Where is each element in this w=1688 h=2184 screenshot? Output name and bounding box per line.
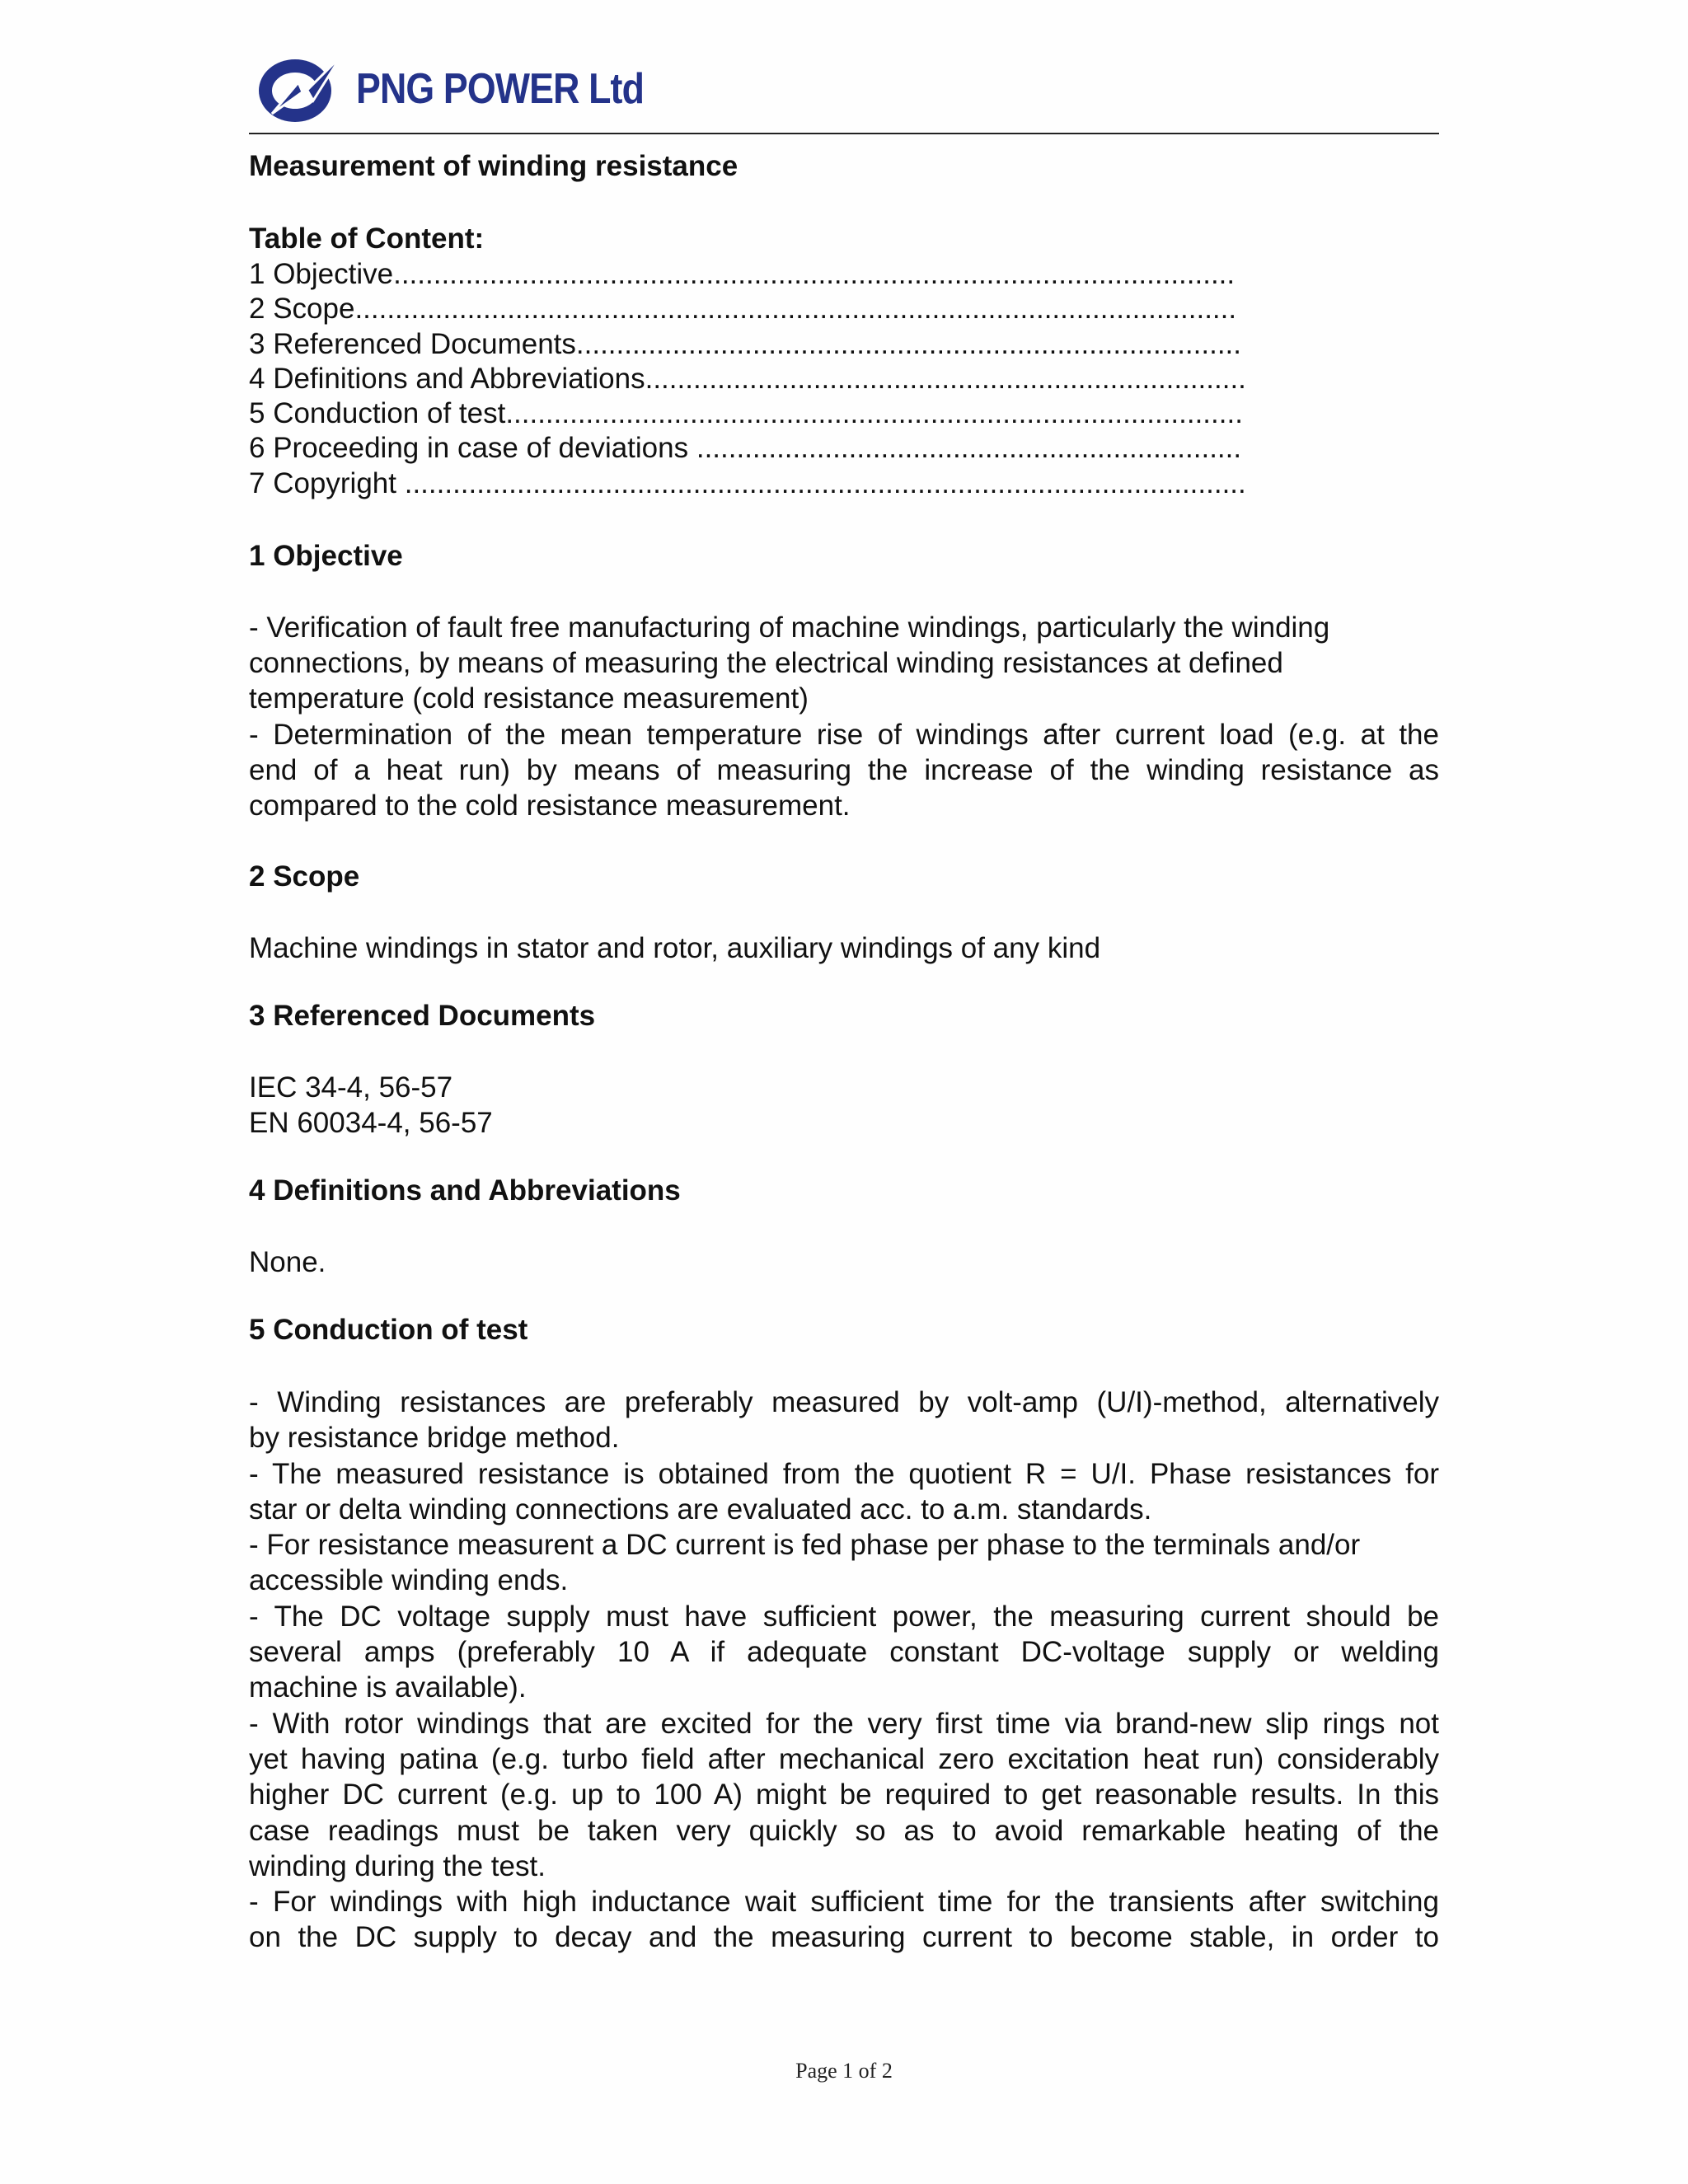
- section-body-scope: Machine windings in stator and rotor, auxiliary windings of any kind: [249, 932, 1101, 964]
- section-heading-conduction: 5 Conduction of test: [249, 1314, 528, 1346]
- reference-item: IEC 34-4, 56-57: [249, 1071, 453, 1104]
- table-of-contents: [249, 257, 1304, 501]
- reference-item: EN 60034-4, 56-57: [249, 1107, 493, 1140]
- toc-entry[interactable]: 6 Proceeding in case of deviations ....................................................................: [249, 432, 1242, 465]
- toc-entry[interactable]: 7 Copyright .........................................................................................................: [249, 466, 1246, 499]
- header-divider: [249, 133, 1439, 134]
- toc-entry[interactable]: 5 Conduction of test............................................................................................: [249, 397, 1243, 430]
- section-body-objective: - Verification of fault free manufacturing of machine windings, particularly the winding connections, by means of measuring the electrical winding resistances at defined temperature (cold resistance measurement) - Determination of the mean temperature rise of windings after current load (e.g. at the end of a heat run) by means of measuring the increase of the winding resistance as compared to the cold resistance measurement.: [249, 612, 1439, 823]
- section-body-definitions: None.: [249, 1246, 326, 1278]
- toc-entry[interactable]: 2 Scope..............................................................................................................: [249, 293, 1237, 326]
- company-name: PNG POWER Ltd: [356, 65, 645, 113]
- power-logo-icon: [256, 49, 354, 132]
- section-body-referenced: [249, 1070, 1439, 1141]
- toc-entry[interactable]: 1 Objective.........................................................................................................: [249, 258, 1236, 290]
- company-logo: [256, 49, 645, 136]
- toc-entry[interactable]: 3 Referenced Documents...................................................................................: [249, 327, 1241, 360]
- section-heading-definitions: 4 Definitions and Abbreviations: [249, 1174, 681, 1207]
- section-heading-objective: 1 Objective: [249, 540, 403, 572]
- section-heading-referenced: 3 Referenced Documents: [249, 1000, 596, 1032]
- page-number: Page 1 of 2: [795, 2059, 893, 2083]
- section-body-conduction: - Winding resistances are preferably measured by volt-amp (U/I)-method, alternatively by resistance bridge method. - The measured resistance is obtained from the quotient R = U/I. Phase resistances for star or delta winding connections are evaluated acc. to a.m. standards. - For resistance measurent a DC current is fed phase per phase to the terminals and/or accessible winding ends. - The DC voltage supply must have sufficient power, the measuring current should be several amps (preferably 10 A if adequate constant DC-voltage supply or welding machine is available). - With rotor windings that are excited for the very first time via brand-new slip rings not yet having patina (e.g. turbo field after mechanical zero excitation heat run) considerably higher DC current (e.g. up to 100 A) might be required to get reasonable results. In this case readings must be taken very quickly so as to avoid remarkable heating of the winding during the test. - For windings with high inductance wait sufficient time for the transients after switching on the DC supply to decay and the measuring current to become stable, in order to: [249, 1386, 1439, 1954]
- document-title: Measurement of winding resistance: [249, 150, 738, 182]
- section-heading-scope: 2 Scope: [249, 860, 360, 893]
- toc-heading: Table of Content:: [249, 223, 485, 255]
- toc-entry[interactable]: 4 Definitions and Abbreviations...........................................................................: [249, 362, 1246, 395]
